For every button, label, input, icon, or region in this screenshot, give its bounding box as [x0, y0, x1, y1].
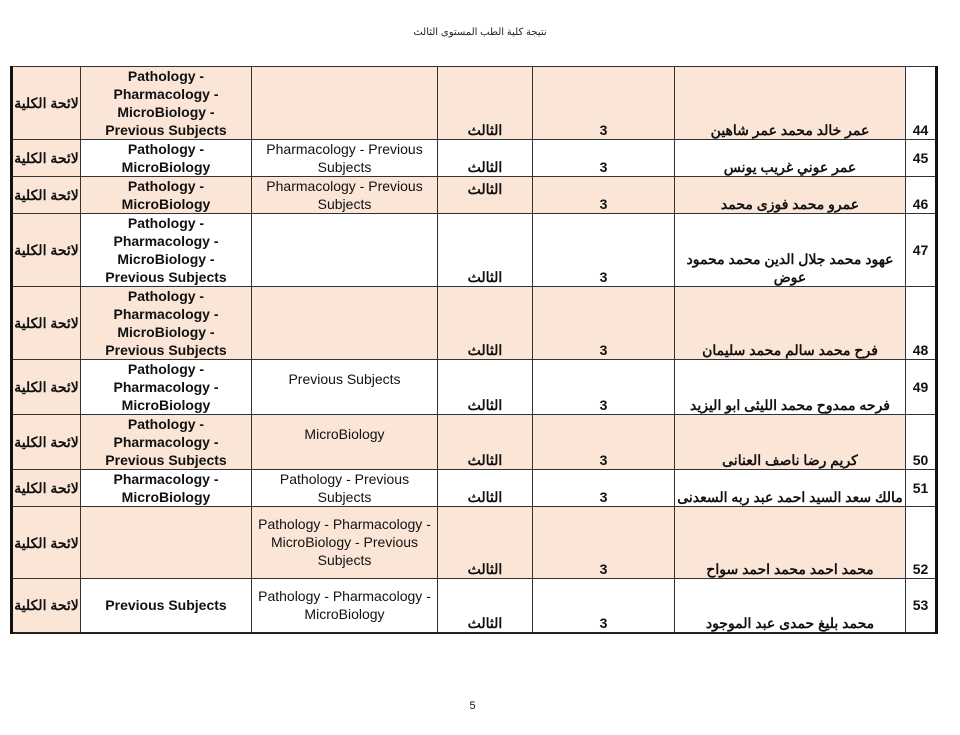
subjects-b-cell: Pathology - Previous Subjects — [252, 470, 438, 507]
subjects-a-cell: Pathology - Pharmacology - MicroBiology — [81, 360, 252, 415]
page-number: 5 — [469, 700, 476, 712]
subjects-b-cell: Pharmacology - Previous Subjects — [252, 140, 438, 177]
count-cell: 3 — [533, 67, 675, 140]
regulation-cell: لائحة الكلية — [12, 507, 81, 579]
table-row — [12, 140, 937, 177]
regulation-cell: لائحة الكلية — [12, 287, 81, 360]
year-cell: الثالث — [438, 507, 533, 579]
count-cell: 3 — [533, 177, 675, 214]
subjects-a-cell: Pathology - MicroBiology — [81, 177, 252, 214]
table-row — [12, 67, 937, 140]
table-row — [12, 287, 937, 360]
row-number-cell: 46 — [906, 177, 937, 214]
regulation-cell: لائحة الكلية — [12, 415, 81, 470]
year-cell: الثالث — [438, 470, 533, 507]
subjects-b-cell: MicroBiology — [252, 415, 438, 470]
table-row — [12, 579, 937, 633]
subjects-b-cell — [252, 287, 438, 360]
regulation-cell: لائحة الكلية — [12, 140, 81, 177]
subjects-a-cell: Pathology - Pharmacology - MicroBiology - Previous Subjects — [81, 287, 252, 360]
subjects-a-cell: Pathology - Pharmacology - Previous Subjects — [81, 415, 252, 470]
regulation-cell: لائحة الكلية — [12, 579, 81, 633]
count-cell: 3 — [533, 214, 675, 287]
row-number-cell: 52 — [906, 507, 937, 579]
table-row — [12, 470, 937, 507]
subjects-a-cell — [81, 507, 252, 579]
subjects-b-cell: Pathology - Pharmacology - MicroBiology — [252, 579, 438, 633]
student-name-cell: مالك سعد السيد احمد عبد ربه السعدنى — [675, 470, 906, 507]
subjects-a-cell: Pathology - MicroBiology — [81, 140, 252, 177]
table-row — [12, 177, 937, 214]
count-cell: 3 — [533, 360, 675, 415]
count-cell: 3 — [533, 579, 675, 633]
student-name-cell: محمد بليغ حمدى عبد الموجود — [675, 579, 906, 633]
row-number-cell: 47 — [906, 214, 937, 287]
page-title: نتيجة كلية الطب المستوى الثالث — [413, 27, 547, 38]
year-cell: الثالث — [438, 360, 533, 415]
row-number-cell: 45 — [906, 140, 937, 177]
year-cell: الثالث — [438, 287, 533, 360]
year-cell: الثالث — [438, 177, 533, 214]
subjects-b-cell: Pharmacology - Previous Subjects — [252, 177, 438, 214]
row-number-cell: 53 — [906, 579, 937, 633]
count-cell: 3 — [533, 415, 675, 470]
year-cell: الثالث — [438, 214, 533, 287]
student-name-cell: كريم رضا ناصف العنانى — [675, 415, 906, 470]
count-cell: 3 — [533, 470, 675, 507]
year-cell: الثالث — [438, 140, 533, 177]
subjects-a-cell: Previous Subjects — [81, 579, 252, 633]
year-cell: الثالث — [438, 415, 533, 470]
table-row — [12, 415, 937, 470]
regulation-cell: لائحة الكلية — [12, 470, 81, 507]
table-row — [12, 214, 937, 287]
count-cell: 3 — [533, 507, 675, 579]
row-number-cell: 44 — [906, 67, 937, 140]
subjects-a-cell: Pharmacology - MicroBiology — [81, 470, 252, 507]
year-cell: الثالث — [438, 579, 533, 633]
regulation-cell: لائحة الكلية — [12, 67, 81, 140]
student-name-cell: عمر عوني غريب يونس — [675, 140, 906, 177]
row-number-cell: 49 — [906, 360, 937, 415]
subjects-b-cell: Pathology - Pharmacology - MicroBiology - Previous Subjects — [252, 507, 438, 579]
regulation-cell: لائحة الكلية — [12, 177, 81, 214]
student-name-cell: فرحه ممدوح محمد الليثى ابو اليزيد — [675, 360, 906, 415]
year-cell: الثالث — [438, 67, 533, 140]
count-cell: 3 — [533, 287, 675, 360]
row-number-cell: 48 — [906, 287, 937, 360]
student-name-cell: عهود محمد جلال الدين محمد محمود عوض — [675, 214, 906, 287]
student-name-cell: محمد احمد محمد احمد سواح — [675, 507, 906, 579]
row-number-cell: 51 — [906, 470, 937, 507]
student-name-cell: عمر خالد محمد عمر شاهين — [675, 67, 906, 140]
regulation-cell: لائحة الكلية — [12, 214, 81, 287]
subjects-a-cell: Pathology - Pharmacology - MicroBiology - Previous Subjects — [81, 214, 252, 287]
student-name-cell: فرح محمد سالم محمد سليمان — [675, 287, 906, 360]
table-row — [12, 507, 937, 579]
subjects-a-cell: Pathology - Pharmacology - MicroBiology - Previous Subjects — [81, 67, 252, 140]
table-row — [12, 360, 937, 415]
subjects-b-cell — [252, 214, 438, 287]
results-table — [10, 66, 938, 634]
subjects-b-cell — [252, 67, 438, 140]
student-name-cell: عمرو محمد فوزى محمد — [675, 177, 906, 214]
regulation-cell: لائحة الكلية — [12, 360, 81, 415]
row-number-cell: 50 — [906, 415, 937, 470]
count-cell: 3 — [533, 140, 675, 177]
subjects-b-cell: Previous Subjects — [252, 360, 438, 415]
